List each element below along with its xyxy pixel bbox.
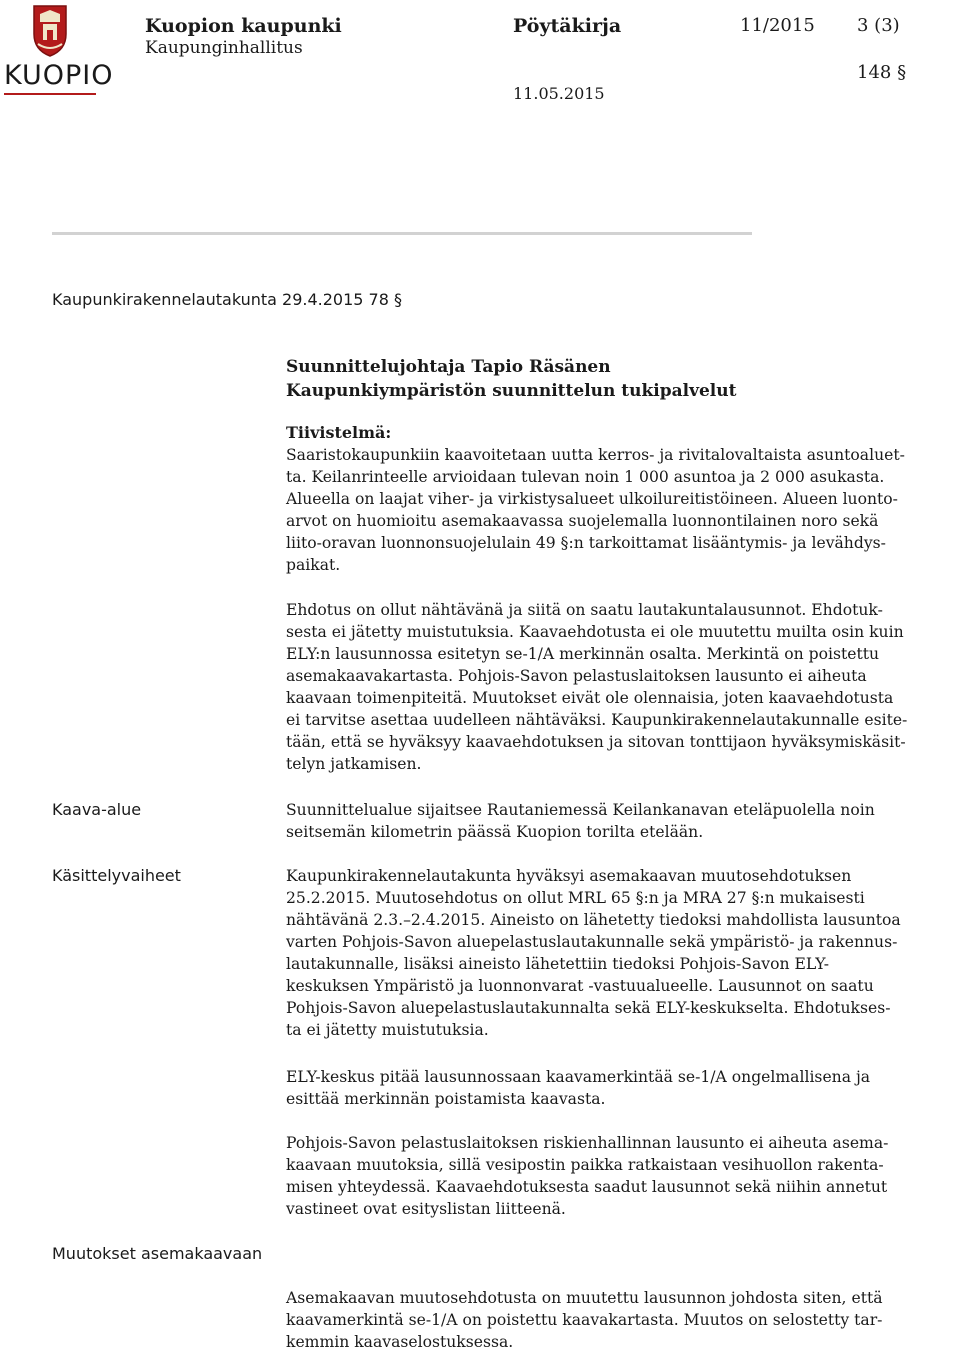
- changes-label: Muutokset asemakaavaan: [52, 1244, 263, 1263]
- changes-line: kaavamerkintä se-1/A on poistettu kaavakartasta. Muutos on selostetty tar-: [286, 1311, 883, 1329]
- section-number: 148 §: [857, 62, 907, 83]
- presenter-name: Suunnittelujohtaja Tapio Räsänen: [286, 357, 611, 377]
- governing-body: Kaupunginhallitus: [145, 38, 303, 58]
- rescue-block: [286, 1132, 958, 1220]
- stages-line: lautakunnalle, lisäksi aineisto lähetettiin tiedoksi Pohjois-Savon ELY-: [286, 955, 830, 973]
- stages-line: varten Pohjois-Savon aluepelastuslautakunnalle sekä ympäristö- ja rakennus-: [286, 933, 898, 951]
- area-line: Suunnittelualue sijaitsee Rautaniemessä Keilankanavan eteläpuolella noin: [286, 801, 875, 819]
- organization-name: Kuopion kaupunki: [145, 15, 342, 37]
- statement-line: kaavaan toimenpiteitä. Muutokset eivät ole olennaisia, joten kaavaehdotusta: [286, 689, 894, 707]
- document-type: Pöytäkirja: [513, 15, 622, 37]
- ely-line: ELY-keskus pitää lausunnossaan kaavamerkintää se-1/A ongelmallisena ja: [286, 1068, 871, 1086]
- rescue-line: vastineet ovat esityslistan liitteenä.: [286, 1200, 566, 1218]
- meeting-date: 11.05.2015: [513, 84, 605, 103]
- meeting-reference: Kaupunkirakennelautakunta 29.4.2015 78 §: [52, 290, 402, 309]
- changes-line: Asemakaavan muutosehdotusta on muutettu lausunnon johdosta siten, että: [286, 1289, 883, 1307]
- summary-line: Saaristokaupunkiin kaavoitetaan uutta kerros- ja rivitalovaltaista asuntoaluet-: [286, 446, 905, 464]
- statement-block: [286, 599, 958, 775]
- stages-label: Käsittelyvaiheet: [52, 866, 181, 885]
- stages-line: ta ei jätetty muistutuksia.: [286, 1021, 489, 1039]
- statement-line: ei tarvitse asettaa uudelleen nähtäväksi. Kaupunkirakennelautakunnalle esite-: [286, 711, 908, 729]
- changes-block: [286, 1287, 958, 1353]
- statement-line: ELY:n lausunnossa esitetyn se-1/A merkinnän osalta. Merkintä on poistettu: [286, 645, 880, 663]
- statement-line: sesta ei jätetty muistutuksia. Kaavaehdotusta ei ole muutettu muilta osin kuin: [286, 623, 904, 641]
- stages-line: Kaupunkirakennelautakunta hyväksyi asemakaavan muutosehdotuksen: [286, 867, 852, 885]
- statement-line: asemakaavakartasta. Pohjois-Savon pelastuslaitoksen lausunto ei aiheuta: [286, 667, 867, 685]
- stages-line: nähtävänä 2.3.–2.4.2015. Aineisto on lähetetty tiedoksi mahdollista lausuntoa: [286, 911, 901, 929]
- presenter-block: [286, 355, 958, 403]
- summary-line: ta. Keilanrinteelle arvioidaan tulevan noin 1 000 asuntoa ja 2 000 asukasta.: [286, 468, 885, 486]
- area-label: Kaava-alue: [52, 800, 142, 819]
- minutes-number: 11/2015: [740, 15, 815, 36]
- stages-line: keskuksen Ympäristö ja luonnonvarat -vastuualueelle. Lausunnot on saatu: [286, 977, 874, 995]
- page-number: 3 (3): [857, 15, 900, 36]
- stages-block: [286, 865, 958, 1041]
- changes-line: kemmin kaavaselostuksessa.: [286, 1333, 514, 1351]
- area-block: [286, 799, 958, 843]
- rescue-line: misen yhteydessä. Kaavaehdotuksesta saadut lausunnot sekä niihin annetut: [286, 1178, 888, 1196]
- ely-line: esittää merkinnän poistamista kaavasta.: [286, 1090, 606, 1108]
- summary-line: arvot on huomioitu asemakaavassa suojelemalla luonnontilainen noro sekä: [286, 512, 879, 530]
- summary-block: [286, 422, 958, 576]
- logo-underline: [4, 93, 96, 95]
- stages-line: 25.2.2015. Muutosehdotus on ollut MRL 65 §:n ja MRA 27 §:n mukaisesti: [286, 889, 865, 907]
- logo-text: KUOPIO: [4, 60, 114, 91]
- header-divider: [52, 232, 752, 235]
- stages-line: Pohjois-Savon aluepelastuslautakunnalta sekä ELY-keskukselta. Ehdotukses-: [286, 999, 891, 1017]
- summary-line: liito-oravan luonnonsuojelulain 49 §:n tarkoittamat lisääntymis- ja levähdys-: [286, 534, 886, 552]
- statement-line: tään, että se hyväksyy kaavaehdotuksen ja sitovan tonttijaon hyväksymiskäsit-: [286, 733, 906, 751]
- statement-line: Ehdotus on ollut nähtävänä ja siitä on saatu lautakuntalausunnot. Ehdotuk-: [286, 601, 883, 619]
- presenter-unit: Kaupunkiympäristön suunnittelun tukipalvelut: [286, 381, 737, 401]
- kuopio-logo: [0, 0, 114, 100]
- summary-line: Alueella on laajat viher- ja virkistysalueet ulkoilureitistöineen. Alueen luonto-: [286, 490, 898, 508]
- statement-line: telyn jatkamisen.: [286, 755, 422, 773]
- summary-heading: Tiivistelmä:: [286, 423, 392, 442]
- rescue-line: kaavaan muutoksia, sillä vesipostin paikka ratkaistaan vesihuollon rakenta-: [286, 1156, 884, 1174]
- ely-block: [286, 1066, 958, 1110]
- area-line: seitsemän kilometrin päässä Kuopion torilta etelään.: [286, 823, 704, 841]
- summary-line: paikat.: [286, 556, 341, 574]
- rescue-line: Pohjois-Savon pelastuslaitoksen riskienhallinnan lausunto ei aiheuta asema-: [286, 1134, 889, 1152]
